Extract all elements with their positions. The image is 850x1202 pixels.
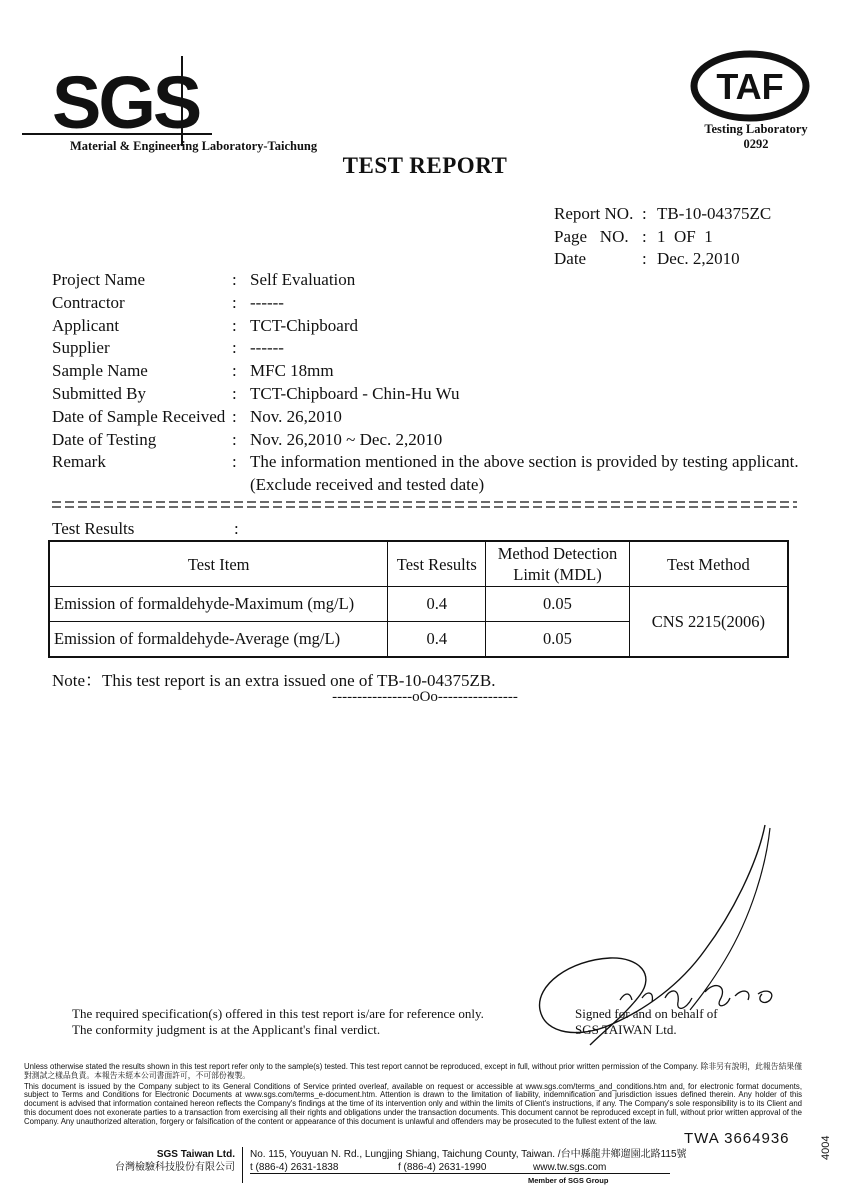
table-row <box>49 587 788 622</box>
footer-tel: t (886-4) 2631-1838 <box>250 1162 339 1173</box>
end-marker: ----------------oOo---------------- <box>332 689 518 705</box>
requirement-line1: The required specification(s) offered in this test report is/are for reference only. <box>72 1006 484 1021</box>
sgs-logo-text: SGS <box>52 61 200 144</box>
info-value: MFC 18mm <box>250 361 334 381</box>
page-title: TEST REPORT <box>342 153 508 178</box>
header-test-item: Test Item <box>49 541 388 587</box>
signed-block <box>575 1006 718 1038</box>
footer-company-name: SGS Taiwan Ltd. <box>156 1149 235 1160</box>
info-value: TCT-Chipboard - Chin-Hu Wu <box>250 383 460 403</box>
report-meta <box>554 203 771 271</box>
requirement-line2: The conformity judgment is at the Applicant's final verdict. <box>72 1022 381 1037</box>
info-key: Supplier <box>52 338 110 358</box>
info-colon: : <box>232 270 237 289</box>
cell-test-item: Emission of formaldehyde-Average (mg/L) <box>49 622 388 658</box>
header-mdl-line2: Limit (MDL) <box>513 565 602 584</box>
header-test-results: Test Results <box>388 541 486 587</box>
info-row <box>52 269 799 292</box>
taf-caption-line2: 0292 <box>743 137 769 151</box>
info-row <box>52 360 799 383</box>
project-info <box>52 269 799 497</box>
info-row <box>52 337 799 360</box>
info-colon: : <box>232 383 237 403</box>
side-code: 4004 <box>820 1135 832 1160</box>
info-row <box>52 292 799 315</box>
fine-print-p2: This document is issued by the Company subject to its General Conditions of Service printed overleaf, available on request or accessible at www.sgs.com/terms_and_conditions.htm and, for electronic format documents, subject to Terms and Conditions for Electronic Documents at www.sgs.com/terms_e-document.htm. Attention is drawn to the limitation of liability, indemnification and jurisdiction issues defined therein. Any holder of this document is advised that information contained hereon reflects the Company's findings at the time of its intervention only and within the limits of Client's instructions, if any. The Company's sole responsibility is to its Client and this document does not exonerate parties to a transaction from exercising all their rights and obligations under the transaction documents. This document cannot be reproduced except in full, without prior written approval of the Company. Any unauthorized alteration, forgery or falsification of the content or appearance of this document is unlawful and offenders may be prosecuted to the fullest extent of the law. <box>24 1081 802 1126</box>
meta-key: Date <box>554 249 587 268</box>
taf-caption-line1: Testing Laboratory <box>704 122 808 136</box>
meta-key: Report NO. <box>554 204 634 223</box>
meta-row <box>554 203 771 226</box>
note: Note：This test report is an extra issued one of TB-10-04375ZB. <box>52 671 496 690</box>
info-value: ------ <box>250 338 284 358</box>
meta-colon: : <box>642 249 647 268</box>
info-colon: : <box>232 452 237 472</box>
info-key: Project Name <box>52 270 145 289</box>
footer-fax: f (886-4) 2631-1990 <box>398 1162 487 1173</box>
taf-logo-text: TAF <box>716 66 784 107</box>
info-value: Self Evaluation <box>250 270 356 289</box>
info-value: TCT-Chipboard <box>250 315 358 335</box>
info-row <box>52 429 799 452</box>
meta-key: Page NO. <box>554 226 629 246</box>
fine-print <box>24 1063 802 1129</box>
footer <box>20 1147 800 1191</box>
info-key: Submitted By <box>52 383 146 403</box>
meta-colon: : <box>642 204 647 223</box>
footer-underline <box>250 1173 670 1174</box>
info-row <box>52 451 799 474</box>
cell-test-item: Emission of formaldehyde-Maximum (mg/L) <box>49 587 388 622</box>
serial-number: TWA 3664936 <box>684 1130 790 1147</box>
footer-member: Member of SGS Group <box>528 1176 609 1185</box>
meta-row <box>554 226 771 249</box>
info-value: Nov. 26,2010 <box>250 406 342 426</box>
info-key: Remark <box>52 452 106 472</box>
info-key: Applicant <box>52 315 120 335</box>
footer-web: www.tw.sgs.com <box>533 1162 607 1173</box>
taf-caption <box>690 122 822 152</box>
info-colon: : <box>232 338 237 358</box>
fine-print-p1: Unless otherwise stated the results shown in this test report refer only to the sample(s) tested. This test report cannot be reproduced, except in full, without prior written permission of the Company. 除非另有說明，此報告結果僅對測試之樣品負責。本報告未經本公司書面許可，不可部份複製。 <box>24 1062 802 1080</box>
info-colon: : <box>232 292 237 312</box>
info-colon: : <box>232 429 237 449</box>
table-header-row <box>49 541 788 587</box>
info-row <box>52 474 799 497</box>
info-value: The information mentioned in the above section is provided by testing applicant. <box>250 452 799 472</box>
cell-mdl: 0.05 <box>486 587 630 622</box>
footer-address: No. 115, Youyuan N. Rd., Lungjing Shiang, Taichung County, Taiwan. /台中縣龍井鄉遛園北路115號 <box>250 1149 687 1160</box>
info-key: Contractor <box>52 292 125 312</box>
footer-contact <box>250 1148 687 1174</box>
footer-company-zh: 台灣檢驗科技股份有限公司 <box>115 1162 235 1173</box>
info-value: (Exclude received and tested date) <box>250 475 485 495</box>
footer-company <box>90 1148 235 1174</box>
sgs-logo <box>22 56 212 146</box>
info-key: Sample Name <box>52 361 148 381</box>
results-table <box>48 540 789 658</box>
signed-line2: SGS TAIWAN Ltd. <box>575 1022 677 1037</box>
lab-name: Material & Engineering Laboratory-Taichung <box>70 139 318 153</box>
double-divider <box>52 500 797 509</box>
info-row <box>52 383 799 406</box>
info-row <box>52 406 799 429</box>
meta-value: TB-10-04375ZC <box>657 204 772 223</box>
requirement-note <box>72 1006 484 1038</box>
footer-divider <box>242 1147 243 1183</box>
meta-colon: : <box>642 226 647 246</box>
info-key <box>52 474 232 497</box>
info-colon: : <box>232 361 237 381</box>
taf-logo <box>690 50 810 122</box>
info-row <box>52 315 799 338</box>
cell-result: 0.4 <box>388 622 486 658</box>
test-results-label: Test Results <box>52 519 135 538</box>
cell-mdl: 0.05 <box>486 622 630 658</box>
signed-line1: Signed for and on behalf of <box>575 1006 718 1021</box>
cell-test-method: CNS 2215(2006) <box>629 587 788 658</box>
test-results-colon: : <box>234 519 239 538</box>
meta-row <box>554 248 771 271</box>
header-test-method: Test Method <box>629 541 788 587</box>
header-mdl <box>486 541 630 587</box>
cell-result: 0.4 <box>388 587 486 622</box>
meta-value: 1 OF 1 <box>657 226 713 246</box>
info-value: Nov. 26,2010 ~ Dec. 2,2010 <box>250 429 443 449</box>
info-value: ------ <box>250 292 284 312</box>
header-mdl-line1: Method Detection <box>497 544 618 563</box>
meta-value: Dec. 2,2010 <box>657 249 740 268</box>
info-colon: : <box>232 406 237 426</box>
info-colon: : <box>232 315 237 335</box>
info-key: Date of Testing <box>52 429 157 449</box>
info-key: Date of Sample Received <box>52 406 226 426</box>
